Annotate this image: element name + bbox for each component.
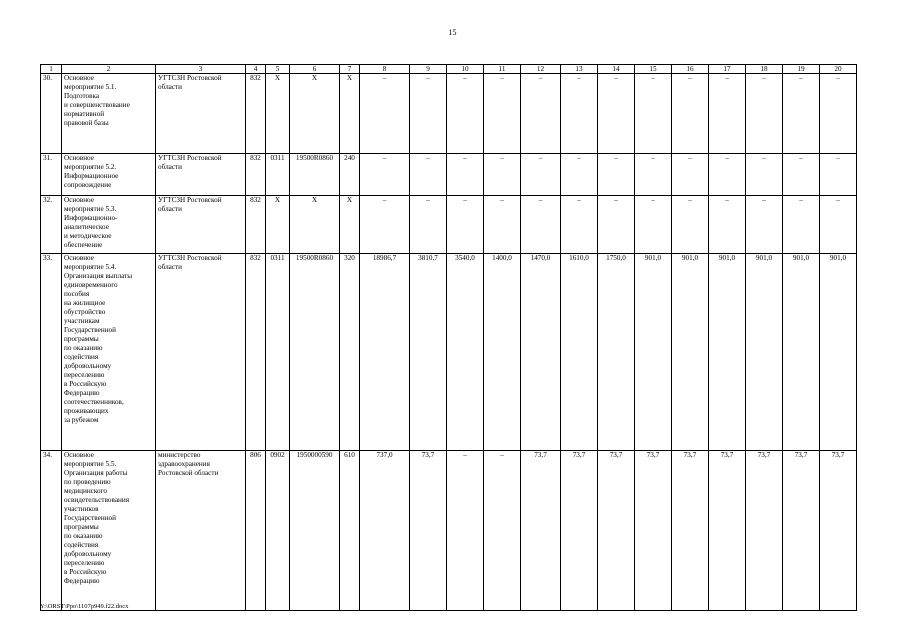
row-code-6: 19500R0860 xyxy=(290,154,340,196)
row-value: 901,0 xyxy=(672,254,709,451)
row-value: 73,7 xyxy=(598,451,635,611)
row-value: – xyxy=(410,154,447,196)
row-executor: УГТСЗН Ростовской области xyxy=(156,254,246,451)
row-value: 73,7 xyxy=(635,451,672,611)
row-value: 1610,0 xyxy=(561,254,598,451)
row-value: – xyxy=(598,74,635,154)
header-row xyxy=(41,65,857,74)
row-measure-name: Основное мероприятие 5.5. Организация работы по проведению медицинского освидетельствования участников Государственной программы по оказанию содействия добровольному переселению в Российскую Федерацию xyxy=(62,451,156,611)
row-code-7: 320 xyxy=(340,254,360,451)
row-number: 33. xyxy=(41,254,62,451)
row-executor: министерство здравоохранения Ростовской области xyxy=(156,451,246,611)
header-cell: 10 xyxy=(447,65,484,74)
row-measure-name: Основное мероприятие 5.4. Организация выплаты единовременного пособия на жилищное обустройство участникам Государственной программы по оказанию содействия добровольному переселению в Российскую Федерацию соотечественников, проживающих за рубежом xyxy=(62,254,156,451)
table-row xyxy=(41,74,857,154)
row-value: – xyxy=(672,154,709,196)
row-code-4: 806 xyxy=(246,451,266,611)
header-cell: 15 xyxy=(635,65,672,74)
header-cell: 17 xyxy=(709,65,746,74)
row-value: 901,0 xyxy=(709,254,746,451)
row-code-6: Х xyxy=(290,196,340,254)
row-value: – xyxy=(360,74,410,154)
row-code-7: 240 xyxy=(340,154,360,196)
header-cell: 4 xyxy=(246,65,266,74)
table-body xyxy=(41,65,857,611)
row-executor: УГТСЗН Ростовской области xyxy=(156,154,246,196)
budget-table xyxy=(40,64,857,611)
row-number: 31. xyxy=(41,154,62,196)
row-value: – xyxy=(672,196,709,254)
row-value: 1400,0 xyxy=(484,254,521,451)
row-value: 901,0 xyxy=(783,254,820,451)
row-value: – xyxy=(447,74,484,154)
row-value: – xyxy=(561,196,598,254)
row-code-5: Х xyxy=(266,74,290,154)
row-value: 73,7 xyxy=(709,451,746,611)
row-code-4: 832 xyxy=(246,154,266,196)
page-number: 15 xyxy=(448,28,457,37)
header-cell: 1 xyxy=(41,65,62,74)
row-value: – xyxy=(410,74,447,154)
row-value: 73,7 xyxy=(410,451,447,611)
row-value: 901,0 xyxy=(746,254,783,451)
row-value: – xyxy=(709,196,746,254)
row-code-5: 0311 xyxy=(266,154,290,196)
row-value: – xyxy=(360,154,410,196)
header-cell: 16 xyxy=(672,65,709,74)
row-measure-name: Основное мероприятие 5.2. Информационное сопровождение xyxy=(62,154,156,196)
row-code-6: 19500R0860 xyxy=(290,254,340,451)
row-number: 30. xyxy=(41,74,62,154)
row-value: – xyxy=(635,196,672,254)
row-value: – xyxy=(672,74,709,154)
row-value: 73,7 xyxy=(783,451,820,611)
row-executor: УГТСЗН Ростовской области xyxy=(156,74,246,154)
row-code-5: Х xyxy=(266,196,290,254)
table-row xyxy=(41,254,857,451)
row-value: – xyxy=(783,154,820,196)
row-value: – xyxy=(635,154,672,196)
row-value: – xyxy=(598,154,635,196)
header-cell: 14 xyxy=(598,65,635,74)
row-value: – xyxy=(521,154,561,196)
row-value: 73,7 xyxy=(746,451,783,611)
row-code-7: Х xyxy=(340,196,360,254)
row-value: 73,7 xyxy=(672,451,709,611)
header-cell: 9 xyxy=(410,65,447,74)
row-value: – xyxy=(598,196,635,254)
row-value: – xyxy=(484,196,521,254)
header-cell: 3 xyxy=(156,65,246,74)
row-measure-name: Основное мероприятие 5.1. Подготовка и совершенствование нормативной правовой базы xyxy=(62,74,156,154)
row-value: – xyxy=(561,154,598,196)
row-value: – xyxy=(746,196,783,254)
header-cell: 13 xyxy=(561,65,598,74)
row-value: – xyxy=(447,196,484,254)
header-cell: 2 xyxy=(62,65,156,74)
row-code-7: Х xyxy=(340,74,360,154)
row-number: 34. xyxy=(41,451,62,611)
row-value: 901,0 xyxy=(635,254,672,451)
row-value: – xyxy=(709,74,746,154)
row-value: – xyxy=(561,74,598,154)
row-value: – xyxy=(783,74,820,154)
row-code-4: 832 xyxy=(246,196,266,254)
row-value: 1470,0 xyxy=(521,254,561,451)
row-value: – xyxy=(360,196,410,254)
row-value: – xyxy=(709,154,746,196)
row-value: 901,0 xyxy=(820,254,857,451)
header-cell: 20 xyxy=(820,65,857,74)
row-value: 73,7 xyxy=(521,451,561,611)
row-measure-name: Основное мероприятие 5.3. Информационно- аналитическое и методическое обеспечение xyxy=(62,196,156,254)
row-value: 73,7 xyxy=(561,451,598,611)
row-value: 73,7 xyxy=(820,451,857,611)
row-code-6: 1950000590 xyxy=(290,451,340,611)
header-cell: 18 xyxy=(746,65,783,74)
row-value: 3810,7 xyxy=(410,254,447,451)
row-code-5: 0311 xyxy=(266,254,290,451)
row-value: – xyxy=(783,196,820,254)
header-cell: 7 xyxy=(340,65,360,74)
row-executor: УГТСЗН Ростовской области xyxy=(156,196,246,254)
row-value: – xyxy=(447,154,484,196)
row-value: – xyxy=(820,154,857,196)
header-cell: 12 xyxy=(521,65,561,74)
row-value: – xyxy=(746,154,783,196)
row-code-5: 0902 xyxy=(266,451,290,611)
row-code-7: 610 xyxy=(340,451,360,611)
row-value: 18986,7 xyxy=(360,254,410,451)
row-value: – xyxy=(447,451,484,611)
row-value: 3540,0 xyxy=(447,254,484,451)
row-code-4: 832 xyxy=(246,74,266,154)
footer-file-path: Y:\ORST\Ppo\1107p949.f22.docx xyxy=(40,603,129,610)
header-cell: 6 xyxy=(290,65,340,74)
row-code-4: 832 xyxy=(246,254,266,451)
row-value: – xyxy=(635,74,672,154)
row-value: – xyxy=(484,154,521,196)
row-value: – xyxy=(484,74,521,154)
row-value: – xyxy=(746,74,783,154)
row-number: 32. xyxy=(41,196,62,254)
table-row xyxy=(41,196,857,254)
row-value: 737,0 xyxy=(360,451,410,611)
row-value: – xyxy=(820,74,857,154)
table-row xyxy=(41,451,857,611)
row-value: – xyxy=(484,451,521,611)
row-value: – xyxy=(521,196,561,254)
row-value: – xyxy=(820,196,857,254)
table-row xyxy=(41,154,857,196)
header-cell: 8 xyxy=(360,65,410,74)
row-value: – xyxy=(521,74,561,154)
header-cell: 5 xyxy=(266,65,290,74)
header-cell: 19 xyxy=(783,65,820,74)
header-cell: 11 xyxy=(484,65,521,74)
row-value: – xyxy=(410,196,447,254)
row-code-6: Х xyxy=(290,74,340,154)
row-value: 1750,0 xyxy=(598,254,635,451)
